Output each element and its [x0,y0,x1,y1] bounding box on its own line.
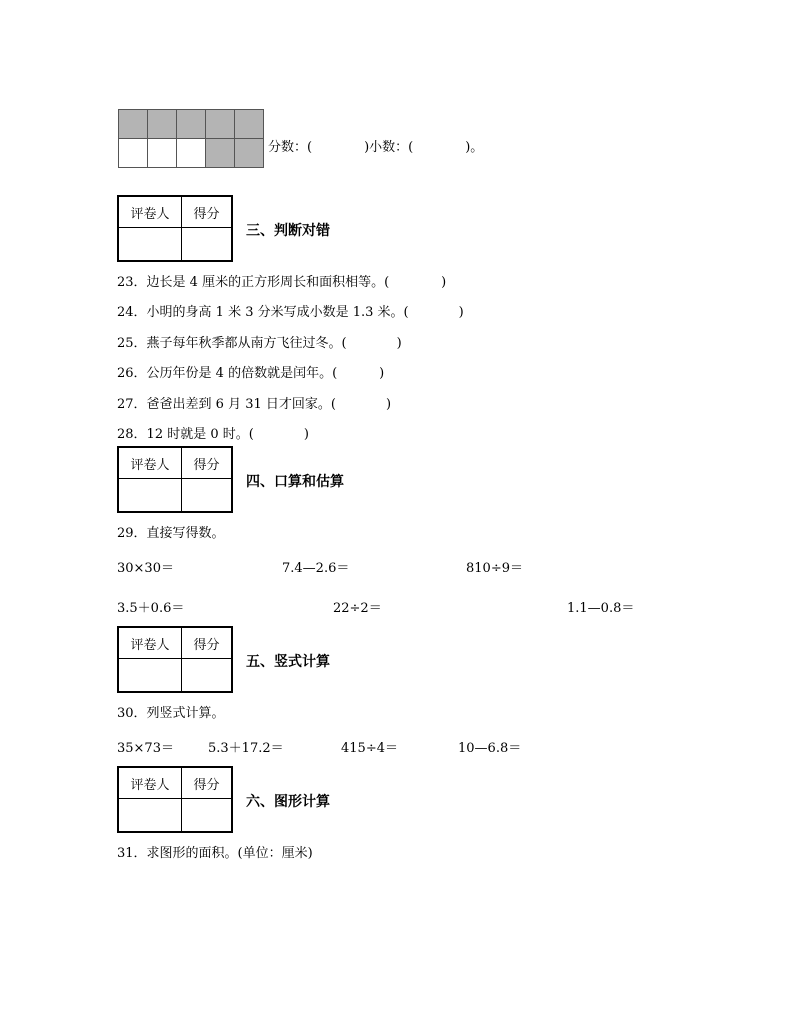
section-title: 六、图形计算 [246,794,330,810]
score-label: 得分 [182,447,233,479]
grid-cell [148,110,177,139]
reviewer-cell[interactable] [118,659,182,693]
calc-item: 415÷4＝ [341,741,398,756]
score-cell[interactable] [182,228,233,262]
calc-item: 810÷9＝ [466,561,523,576]
question-item: 26．公历年份是 4 的倍数就是闰年。( ) [117,366,385,381]
grid-cell [177,139,206,168]
calc-item: 3.5＋0.6＝ [117,601,185,616]
grid-cell [235,139,264,168]
score-box [117,766,233,833]
score-label: 得分 [182,196,233,228]
grid-cell [119,139,148,168]
question-item: 27．爸爸出差到 6 月 31 日才回家。( ) [117,397,392,412]
grid-cell [235,110,264,139]
section-title: 三、判断对错 [246,223,330,239]
question-title: 29．直接写得数。 [117,526,225,541]
calc-item: 5.3＋17.2＝ [208,741,284,756]
reviewer-cell[interactable] [118,228,182,262]
reviewer-cell[interactable] [118,479,182,513]
score-box [117,446,233,513]
calc-item: 35×73＝ [117,741,174,756]
question-title: 30．列竖式计算。 [117,706,225,721]
question-item: 28．12 时就是 0 时。( ) [117,427,309,442]
calc-item: 10—6.8＝ [458,741,522,756]
section-title: 五、竖式计算 [246,654,330,670]
fraction-prefix: 分数：( [268,140,313,155]
score-box [117,626,233,693]
fraction-grid [118,109,264,168]
score-cell[interactable] [182,659,233,693]
fraction-middle: )小数：( [364,140,414,155]
fraction-suffix: )。 [465,140,484,155]
calc-item: 22÷2＝ [333,601,382,616]
reviewer-label: 评卷人 [118,447,182,479]
grid-cell [206,139,235,168]
question-item: 25．燕子每年秋季都从南方飞往过冬。( ) [117,336,402,351]
score-cell[interactable] [182,479,233,513]
grid-cell [148,139,177,168]
score-label: 得分 [182,627,233,659]
grid-cell [177,110,206,139]
score-label: 得分 [182,767,233,799]
question-title: 31．求图形的面积。(单位：厘米) [117,846,313,861]
question-item: 23．边长是 4 厘米的正方形周长和面积相等。( ) [117,275,447,290]
fraction-line [268,136,483,155]
reviewer-label: 评卷人 [118,767,182,799]
calc-item: 30×30＝ [117,561,174,576]
score-box [117,195,233,262]
question-item: 24．小明的身高 1 米 3 分米写成小数是 1.3 米。( ) [117,305,464,320]
reviewer-label: 评卷人 [118,196,182,228]
calc-item: 1.1—0.8＝ [567,601,635,616]
grid-cell [119,110,148,139]
calc-item: 7.4—2.6＝ [282,561,350,576]
reviewer-cell[interactable] [118,799,182,833]
grid-cell [206,110,235,139]
score-cell[interactable] [182,799,233,833]
reviewer-label: 评卷人 [118,627,182,659]
section-title: 四、口算和估算 [246,474,344,490]
